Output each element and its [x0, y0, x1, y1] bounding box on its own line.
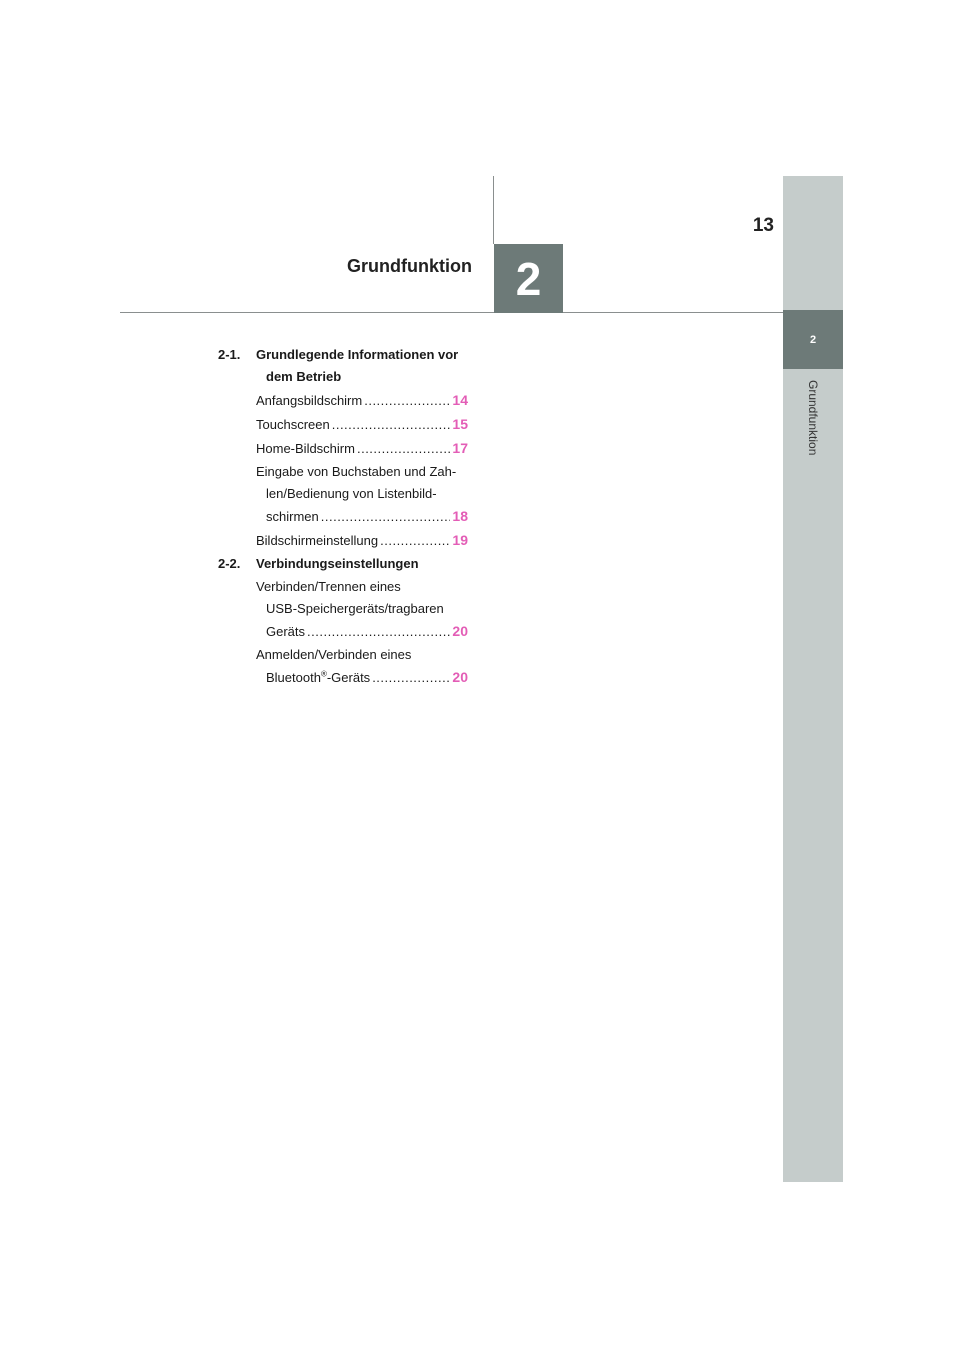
page-number: 13 — [752, 215, 774, 236]
header-horizontal-rule — [120, 312, 784, 313]
page-link[interactable]: 20 — [452, 623, 468, 639]
section-title-line1: Verbindungseinstellungen — [256, 556, 419, 571]
page-link[interactable]: 14 — [452, 392, 468, 408]
toc-entry[interactable]: Bildschirmeinstellung ..... 19 — [218, 529, 468, 552]
toc-entry[interactable]: Eingabe von Buchstaben und Zah- len/Bedienung von Listenbild- schirmen ..... 18 — [218, 461, 468, 528]
side-tab-label: Grundfunktion — [806, 380, 820, 456]
toc-section-2-2[interactable] — [218, 553, 468, 575]
side-tab-chapter-2[interactable]: 2 — [783, 310, 843, 369]
toc-entry[interactable]: Touchscreen ..... 15 — [218, 413, 468, 436]
chapter-title: Grundfunktion — [347, 256, 472, 276]
toc-entry[interactable]: Anfangsbildschirm ..... 14 — [218, 389, 468, 412]
toc-entry[interactable]: Home-Bildschirm ..... 17 — [218, 437, 468, 460]
toc-entry[interactable]: Verbinden/Trennen eines USB-Speichergeräts/tragbaren Geräts ..... 20 — [218, 576, 468, 643]
page-link[interactable]: 18 — [452, 508, 468, 524]
page-link[interactable]: 15 — [452, 416, 468, 432]
table-of-contents — [218, 344, 468, 689]
page-link[interactable]: 20 — [452, 669, 468, 685]
toc-section-2-1[interactable] — [218, 344, 468, 388]
chapter-number-box: 2 — [494, 244, 563, 313]
page-link[interactable]: 17 — [452, 440, 468, 456]
section-title-line2: dem Betrieb — [266, 369, 342, 384]
section-title-line1: Grundlegende Informationen vor — [256, 347, 459, 362]
section-number: 2-2. — [218, 556, 241, 571]
toc-entry[interactable]: Anmelden/Verbinden eines Bluetooth®-Geräts ..... 20 — [218, 644, 468, 689]
section-number: 2-1. — [218, 347, 241, 362]
header-vertical-rule — [493, 176, 494, 244]
page-link[interactable]: 19 — [452, 532, 468, 548]
